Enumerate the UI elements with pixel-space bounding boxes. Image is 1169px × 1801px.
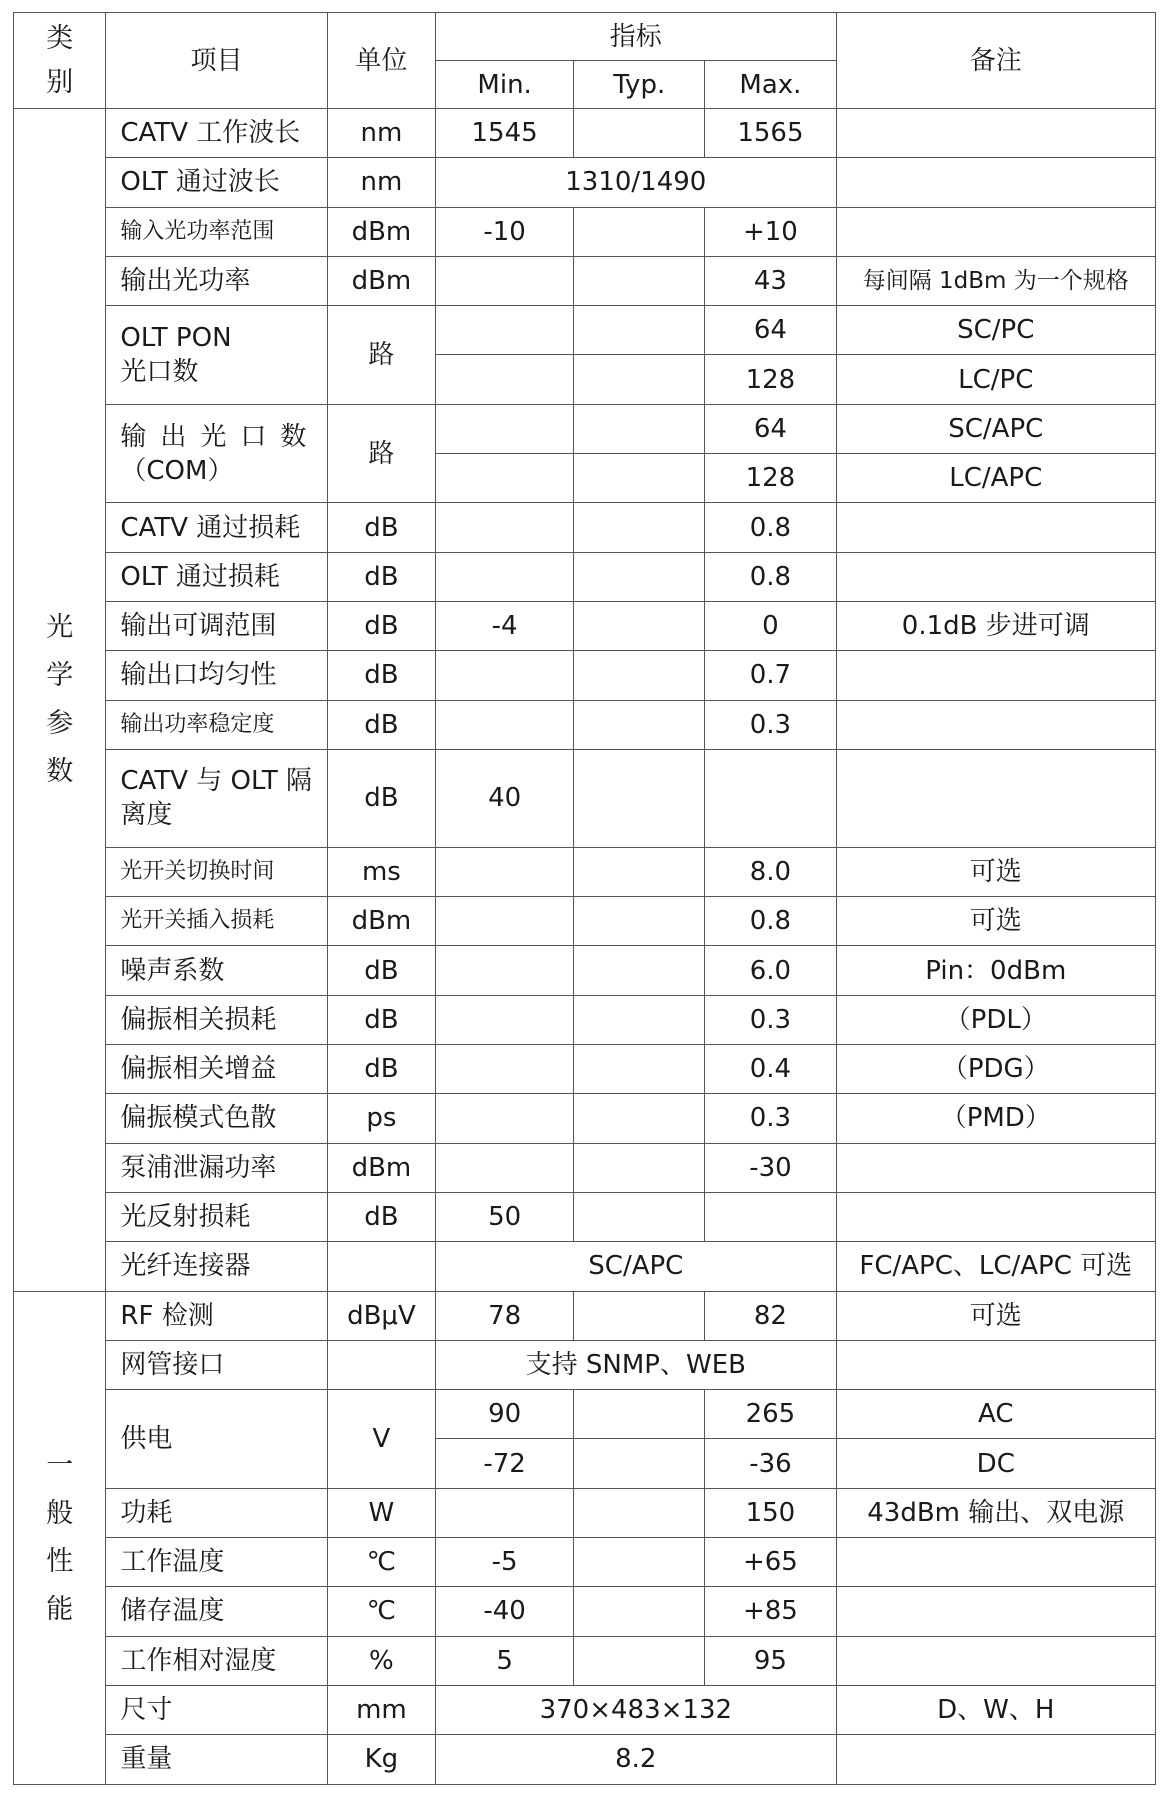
min-cell: 40 bbox=[436, 749, 574, 847]
item-cell: 偏振相关增益 bbox=[106, 1045, 327, 1094]
max-cell: 8.0 bbox=[705, 847, 836, 896]
header-min: Min. bbox=[436, 61, 574, 109]
max-cell: 0.3 bbox=[705, 1094, 836, 1143]
note-cell: 0.1dB 步进可调 bbox=[836, 601, 1155, 650]
typ-cell bbox=[574, 1488, 705, 1537]
item-cell bbox=[106, 404, 327, 503]
max-cell: 64 bbox=[705, 404, 836, 453]
note-cell: DC bbox=[836, 1439, 1155, 1488]
unit-cell: dB bbox=[327, 946, 435, 995]
table-row bbox=[14, 651, 1156, 700]
spec-table bbox=[13, 12, 1156, 1785]
item-line: 光口数 bbox=[120, 356, 199, 387]
note-cell bbox=[836, 651, 1155, 700]
table-row bbox=[14, 1094, 1156, 1143]
item-cell: 噪声系数 bbox=[106, 946, 327, 995]
category-general: 一般性能 bbox=[14, 1291, 106, 1784]
table-row bbox=[14, 946, 1156, 995]
item-cell: 输出光功率 bbox=[106, 256, 327, 305]
typ-cell bbox=[574, 897, 705, 946]
span-value-cell: 支持 SNMP、WEB bbox=[436, 1340, 836, 1389]
table-row bbox=[14, 1538, 1156, 1587]
item-line: OLT PON bbox=[120, 322, 232, 353]
typ-cell bbox=[574, 1291, 705, 1340]
min-cell: -72 bbox=[436, 1439, 574, 1488]
header-unit: 单位 bbox=[327, 13, 435, 109]
max-cell: 0 bbox=[705, 601, 836, 650]
typ-cell bbox=[574, 404, 705, 453]
unit-cell: dB bbox=[327, 749, 435, 847]
min-cell bbox=[436, 256, 574, 305]
note-cell: 每间隔 1dBm 为一个规格 bbox=[836, 256, 1155, 305]
max-cell: -30 bbox=[705, 1143, 836, 1192]
unit-cell: dB bbox=[327, 552, 435, 601]
max-cell: 0.4 bbox=[705, 1045, 836, 1094]
item-cell: 光反射损耗 bbox=[106, 1192, 327, 1241]
note-cell bbox=[836, 1340, 1155, 1389]
typ-cell bbox=[574, 651, 705, 700]
typ-cell bbox=[574, 1439, 705, 1488]
max-cell: 128 bbox=[705, 355, 836, 404]
typ-cell bbox=[574, 946, 705, 995]
note-cell bbox=[836, 109, 1155, 158]
unit-cell bbox=[327, 1242, 435, 1291]
typ-cell bbox=[574, 847, 705, 896]
min-cell bbox=[436, 1488, 574, 1537]
item-cell: 输出口均匀性 bbox=[106, 651, 327, 700]
unit-cell: dBm bbox=[327, 1143, 435, 1192]
unit-cell: nm bbox=[327, 109, 435, 158]
typ-cell bbox=[574, 109, 705, 158]
table-row bbox=[14, 109, 1156, 158]
max-cell: -36 bbox=[705, 1439, 836, 1488]
min-cell bbox=[436, 1094, 574, 1143]
max-cell: 0.8 bbox=[705, 897, 836, 946]
note-cell bbox=[836, 503, 1155, 552]
note-cell bbox=[836, 1735, 1155, 1784]
table-row bbox=[14, 306, 1156, 355]
table-row bbox=[14, 1192, 1156, 1241]
typ-cell bbox=[574, 1143, 705, 1192]
table-row bbox=[14, 1735, 1156, 1784]
min-cell bbox=[436, 897, 574, 946]
min-cell: 78 bbox=[436, 1291, 574, 1340]
min-cell bbox=[436, 1045, 574, 1094]
table-row bbox=[14, 995, 1156, 1044]
note-cell: SC/PC bbox=[836, 306, 1155, 355]
min-cell bbox=[436, 306, 574, 355]
header-category: 类别 bbox=[14, 13, 106, 109]
category-optical: 光学参数 bbox=[14, 109, 106, 1292]
max-cell: 0.3 bbox=[705, 700, 836, 749]
item-cell: 储存温度 bbox=[106, 1587, 327, 1636]
item-cell: 光开关插入损耗 bbox=[106, 897, 327, 946]
item-cell: 功耗 bbox=[106, 1488, 327, 1537]
max-cell: 150 bbox=[705, 1488, 836, 1537]
item-cell: 供电 bbox=[106, 1390, 327, 1489]
max-cell: 64 bbox=[705, 306, 836, 355]
item-line: 离度 bbox=[120, 800, 173, 831]
header-note: 备注 bbox=[836, 13, 1155, 109]
typ-cell bbox=[574, 355, 705, 404]
table-row bbox=[14, 847, 1156, 896]
note-cell bbox=[836, 1587, 1155, 1636]
unit-cell: mm bbox=[327, 1685, 435, 1734]
typ-cell bbox=[574, 1636, 705, 1685]
typ-cell bbox=[574, 256, 705, 305]
typ-cell bbox=[574, 995, 705, 1044]
min-cell: -5 bbox=[436, 1538, 574, 1587]
max-cell: 0.8 bbox=[705, 503, 836, 552]
typ-cell bbox=[574, 1045, 705, 1094]
item-cell: 网管接口 bbox=[106, 1340, 327, 1389]
unit-cell: dB bbox=[327, 651, 435, 700]
note-cell bbox=[836, 207, 1155, 256]
table-row bbox=[14, 158, 1156, 207]
span-value-cell: 1310/1490 bbox=[436, 158, 836, 207]
item-cell: 工作相对湿度 bbox=[106, 1636, 327, 1685]
min-cell: -40 bbox=[436, 1587, 574, 1636]
item-cell: 泵浦泄漏功率 bbox=[106, 1143, 327, 1192]
note-cell: （PDG） bbox=[836, 1045, 1155, 1094]
unit-cell bbox=[327, 1340, 435, 1389]
min-cell bbox=[436, 1143, 574, 1192]
table-row bbox=[14, 700, 1156, 749]
note-cell bbox=[836, 1538, 1155, 1587]
unit-cell: ℃ bbox=[327, 1587, 435, 1636]
item-cell: CATV 通过损耗 bbox=[106, 503, 327, 552]
min-cell: 90 bbox=[436, 1390, 574, 1439]
note-cell: LC/PC bbox=[836, 355, 1155, 404]
min-cell bbox=[436, 700, 574, 749]
unit-cell: nm bbox=[327, 158, 435, 207]
table-row bbox=[14, 1636, 1156, 1685]
note-cell: 可选 bbox=[836, 847, 1155, 896]
typ-cell bbox=[574, 1094, 705, 1143]
item-cell: 工作温度 bbox=[106, 1538, 327, 1587]
spec-table-container bbox=[13, 12, 1156, 1785]
unit-cell: W bbox=[327, 1488, 435, 1537]
max-cell: 82 bbox=[705, 1291, 836, 1340]
typ-cell bbox=[574, 503, 705, 552]
min-cell bbox=[436, 651, 574, 700]
unit-cell: dBm bbox=[327, 207, 435, 256]
note-cell bbox=[836, 158, 1155, 207]
max-cell: 0.3 bbox=[705, 995, 836, 1044]
max-cell bbox=[705, 749, 836, 847]
max-cell: 95 bbox=[705, 1636, 836, 1685]
table-row bbox=[14, 1291, 1156, 1340]
unit-cell: dB bbox=[327, 700, 435, 749]
item-line: 输出光口数 bbox=[120, 421, 321, 452]
table-row bbox=[14, 1685, 1156, 1734]
table-row bbox=[14, 1390, 1156, 1439]
table-row bbox=[14, 256, 1156, 305]
min-cell: 50 bbox=[436, 1192, 574, 1241]
max-cell: 128 bbox=[705, 454, 836, 503]
max-cell: +10 bbox=[705, 207, 836, 256]
table-row bbox=[14, 1340, 1156, 1389]
unit-cell: ps bbox=[327, 1094, 435, 1143]
table-row bbox=[14, 1587, 1156, 1636]
unit-cell: dBm bbox=[327, 256, 435, 305]
note-cell: SC/APC bbox=[836, 404, 1155, 453]
note-cell bbox=[836, 1143, 1155, 1192]
note-cell: 43dBm 输出、双电源 bbox=[836, 1488, 1155, 1537]
item-cell bbox=[106, 306, 327, 405]
typ-cell bbox=[574, 749, 705, 847]
note-cell: （PMD） bbox=[836, 1094, 1155, 1143]
unit-cell: % bbox=[327, 1636, 435, 1685]
unit-cell: ms bbox=[327, 847, 435, 896]
table-row bbox=[14, 1143, 1156, 1192]
note-cell bbox=[836, 1636, 1155, 1685]
item-cell: RF 检测 bbox=[106, 1291, 327, 1340]
typ-cell bbox=[574, 1192, 705, 1241]
span-value-cell: 370×483×132 bbox=[436, 1685, 836, 1734]
table-row bbox=[14, 1488, 1156, 1537]
item-line: （COM） bbox=[120, 455, 234, 486]
typ-cell bbox=[574, 454, 705, 503]
min-cell bbox=[436, 355, 574, 404]
header-spec: 指标 bbox=[436, 13, 836, 61]
span-value-cell: SC/APC bbox=[436, 1242, 836, 1291]
table-row bbox=[14, 404, 1156, 453]
note-cell bbox=[836, 700, 1155, 749]
unit-cell: Kg bbox=[327, 1735, 435, 1784]
unit-cell: 路 bbox=[327, 306, 435, 405]
note-cell bbox=[836, 1192, 1155, 1241]
header-row-1 bbox=[14, 13, 1156, 61]
unit-cell: dB bbox=[327, 1045, 435, 1094]
unit-cell: 路 bbox=[327, 404, 435, 503]
table-row bbox=[14, 749, 1156, 847]
unit-cell: V bbox=[327, 1390, 435, 1489]
max-cell: 43 bbox=[705, 256, 836, 305]
note-cell bbox=[836, 552, 1155, 601]
max-cell: 0.7 bbox=[705, 651, 836, 700]
typ-cell bbox=[574, 306, 705, 355]
typ-cell bbox=[574, 1390, 705, 1439]
min-cell: 1545 bbox=[436, 109, 574, 158]
min-cell: -10 bbox=[436, 207, 574, 256]
note-cell: Pin：0dBm bbox=[836, 946, 1155, 995]
note-cell: AC bbox=[836, 1390, 1155, 1439]
max-cell: +85 bbox=[705, 1587, 836, 1636]
item-cell: 尺寸 bbox=[106, 1685, 327, 1734]
note-cell: 可选 bbox=[836, 1291, 1155, 1340]
item-cell: CATV 工作波长 bbox=[106, 109, 327, 158]
table-row bbox=[14, 1045, 1156, 1094]
unit-cell: dB bbox=[327, 503, 435, 552]
item-cell: 光开关切换时间 bbox=[106, 847, 327, 896]
max-cell: 265 bbox=[705, 1390, 836, 1439]
header-typ: Typ. bbox=[574, 61, 705, 109]
min-cell bbox=[436, 404, 574, 453]
unit-cell: dBμV bbox=[327, 1291, 435, 1340]
max-cell: 1565 bbox=[705, 109, 836, 158]
table-row bbox=[14, 897, 1156, 946]
min-cell bbox=[436, 552, 574, 601]
note-cell: （PDL） bbox=[836, 995, 1155, 1044]
item-cell bbox=[106, 749, 327, 847]
min-cell: -4 bbox=[436, 601, 574, 650]
table-row bbox=[14, 601, 1156, 650]
typ-cell bbox=[574, 207, 705, 256]
item-line: CATV 与 OLT 隔 bbox=[120, 766, 313, 797]
min-cell bbox=[436, 503, 574, 552]
unit-cell: dBm bbox=[327, 897, 435, 946]
span-value-cell: 8.2 bbox=[436, 1735, 836, 1784]
table-row bbox=[14, 1242, 1156, 1291]
typ-cell bbox=[574, 601, 705, 650]
max-cell: +65 bbox=[705, 1538, 836, 1587]
typ-cell bbox=[574, 1538, 705, 1587]
note-cell: D、W、H bbox=[836, 1685, 1155, 1734]
min-cell bbox=[436, 946, 574, 995]
table-row bbox=[14, 207, 1156, 256]
min-cell bbox=[436, 847, 574, 896]
note-cell: FC/APC、LC/APC 可选 bbox=[836, 1242, 1155, 1291]
item-cell: 偏振模式色散 bbox=[106, 1094, 327, 1143]
max-cell: 6.0 bbox=[705, 946, 836, 995]
item-cell: OLT 通过波长 bbox=[106, 158, 327, 207]
item-cell: 输出可调范围 bbox=[106, 601, 327, 650]
typ-cell bbox=[574, 700, 705, 749]
typ-cell bbox=[574, 552, 705, 601]
unit-cell: dB bbox=[327, 601, 435, 650]
min-cell bbox=[436, 995, 574, 1044]
unit-cell: ℃ bbox=[327, 1538, 435, 1587]
note-cell: 可选 bbox=[836, 897, 1155, 946]
header-max: Max. bbox=[705, 61, 836, 109]
item-cell: 重量 bbox=[106, 1735, 327, 1784]
header-item: 项目 bbox=[106, 13, 327, 109]
table-row bbox=[14, 552, 1156, 601]
typ-cell bbox=[574, 1587, 705, 1636]
max-cell: 0.8 bbox=[705, 552, 836, 601]
min-cell: 5 bbox=[436, 1636, 574, 1685]
note-cell bbox=[836, 749, 1155, 847]
min-cell bbox=[436, 454, 574, 503]
item-cell: OLT 通过损耗 bbox=[106, 552, 327, 601]
item-cell: 偏振相关损耗 bbox=[106, 995, 327, 1044]
table-row bbox=[14, 503, 1156, 552]
item-cell: 输出功率稳定度 bbox=[106, 700, 327, 749]
unit-cell: dB bbox=[327, 995, 435, 1044]
unit-cell: dB bbox=[327, 1192, 435, 1241]
item-cell: 光纤连接器 bbox=[106, 1242, 327, 1291]
item-cell: 输入光功率范围 bbox=[106, 207, 327, 256]
note-cell: LC/APC bbox=[836, 454, 1155, 503]
max-cell bbox=[705, 1192, 836, 1241]
